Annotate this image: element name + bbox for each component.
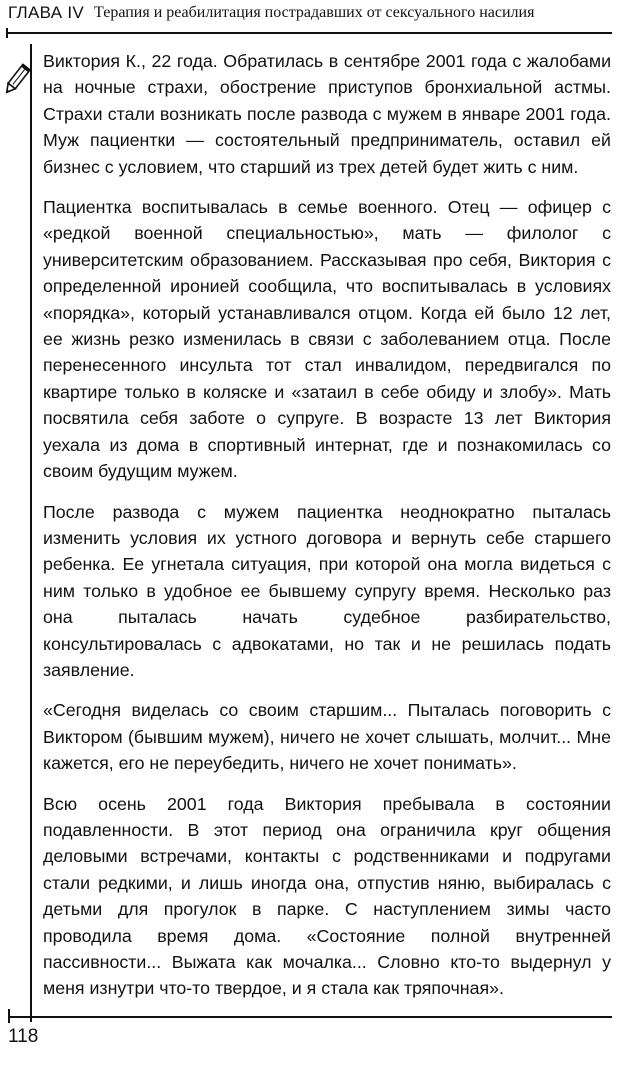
paragraph: После развода с мужем пациентка неоднократно пыталась изменить условия их устного договора и вернуть себе старшего ребенка. Ее угнетала ситуация, при которой она могла видеться с ним только в удобное ее бывшему супругу время. Несколько раз она пыталась начать судебное разбирательство, консультировалась с адвокатами, но так и не решилась подать заявление.: [43, 501, 611, 680]
running-title: Терапия и реабилитация пострадавших от сексуального насилия: [94, 4, 535, 21]
header-rule-tick: [6, 28, 8, 38]
paragraph: Всю осень 2001 года Виктория пребывала в состоянии подавленности. В этот период она ограничила круг общения деловыми встречами, контакты с родственниками и подругами стали редкими, и лишь иногда она, отпустив няню, выбиралась с детьми для прогулок в парке. С наступлением зимы часто проводила время дома. «Состояние полной внутренней пассивности... Выжата как мочалка... Словно кто-то выдернул у меня изнутри что-то твердое, и я стала как тряпочная».: [43, 793, 611, 999]
pencil-icon: [2, 62, 32, 98]
case-study-margin-rule: [30, 44, 32, 1022]
chapter-label: ГЛАВА IV: [8, 3, 85, 22]
running-header: [8, 2, 612, 34]
quote-paragraph: «Сегодня виделась со своим старшим... Пыталась поговорить с Виктором (бывшим мужем), ничего не хочет слышать, молчит... Мне кажется, его не переубедить, ничего не хочет понимать».: [43, 700, 611, 774]
page-number: 118: [8, 1026, 39, 1047]
paragraph: Пациентка воспитывалась в семье военного. Отец — офицер с «редкой военной специальностью», мать — филолог с университетским образованием. Рассказывая про себя, Виктория с определенной иронией сообщила, что воспитывалась в условиях «порядка», который устанавливался отцом. Когда ей было 12 лет, ее жизнь резко изменилась в связи с заболеванием отца. После перенесенного инсульта тот стал инвалидом, передвигался по квартире только в коляске и «затаил в себе обиду и злобу». Мать посвятила себя заботе о супруге. В возрасте 13 лет Виктория уехала из дома в спортивный интернат, где и познакомилась со своим будущим мужем.: [43, 197, 611, 482]
footer-rule: [8, 1016, 612, 1018]
case-study-text: [43, 48, 611, 1016]
paragraph: Виктория К., 22 года. Обратилась в сентябре 2001 года с жалобами на ночные страхи, обострение приступов бронхиальной астмы. Страхи стали возникать после развода с мужем в январе 2001 года. Муж пациентки — состоятельный предприниматель, оставил ей бизнес с условием, что старший из трех детей будет жить с ним.: [43, 51, 611, 177]
